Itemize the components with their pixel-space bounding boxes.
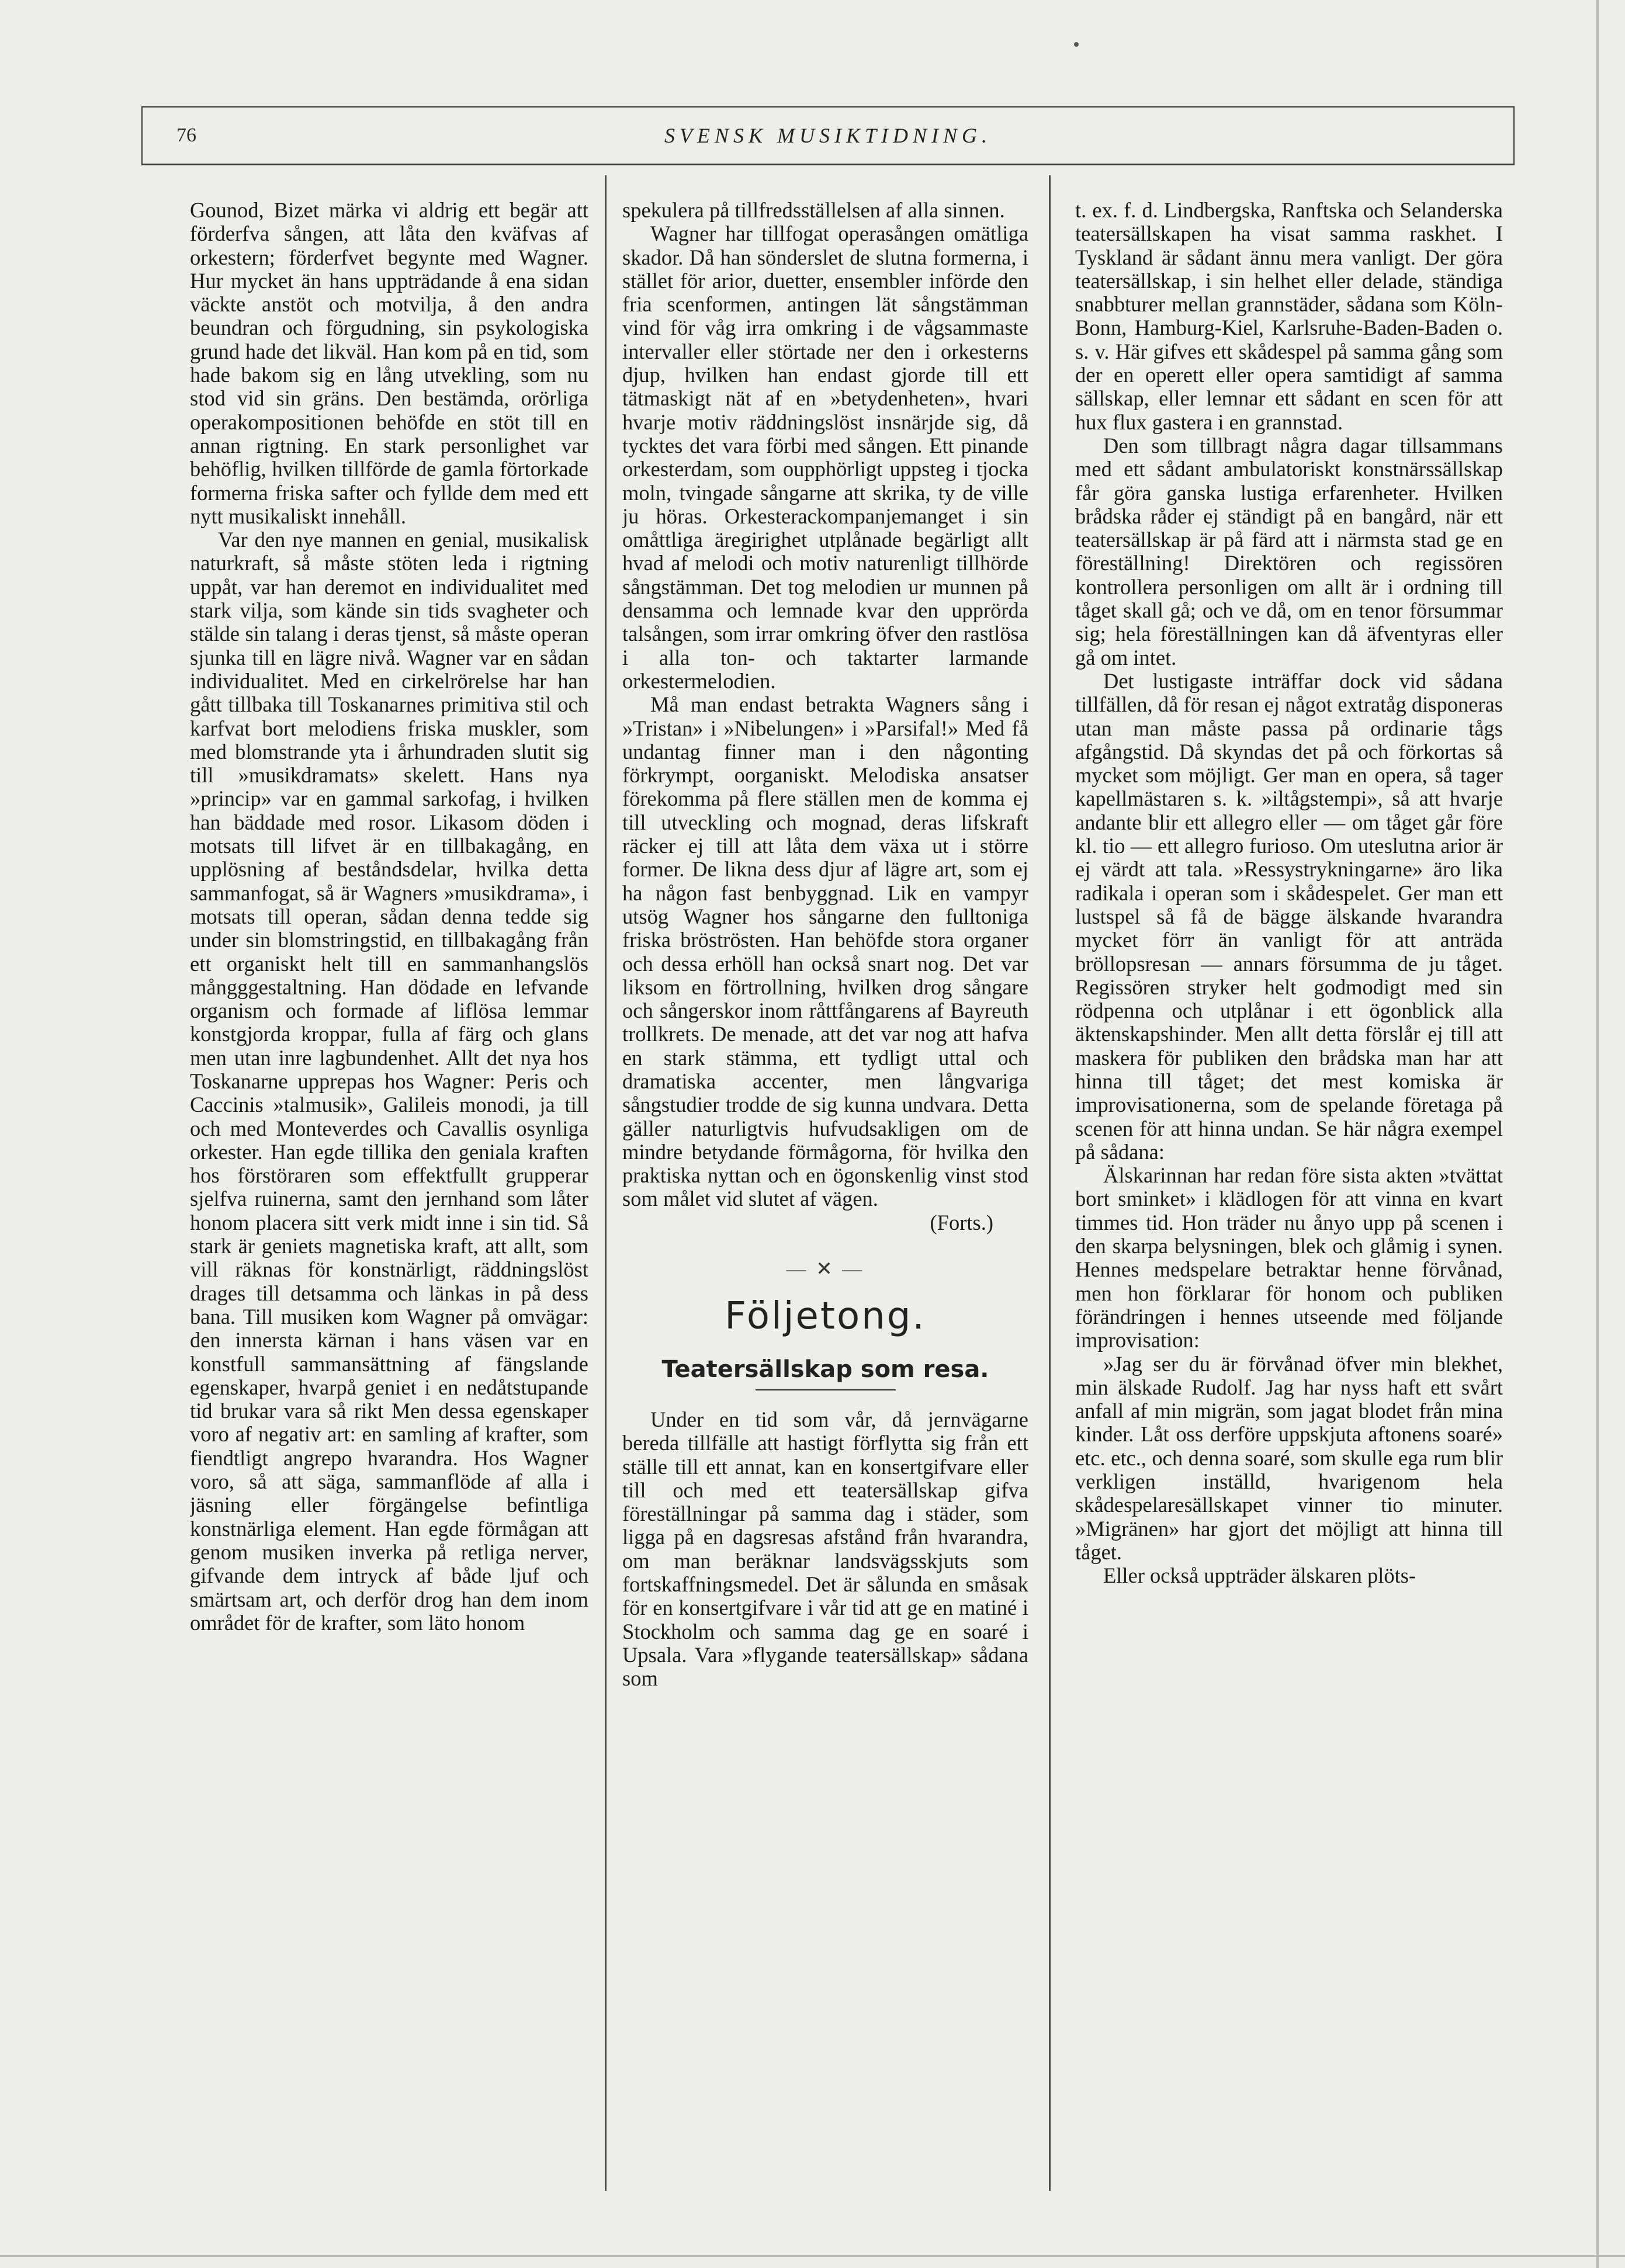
bottom-page-edge bbox=[0, 2255, 1625, 2257]
paragraph: Eller också uppträder älskaren plöts- bbox=[1103, 1563, 1416, 1588]
page-number: 76 bbox=[176, 124, 196, 146]
paragraph: Den som tillbragt några dagar tillsammans med ett sådant ambulatoriskt konstnärssällskap får göra ganska lustiga erfarenheter. Hvilken brådska råder ej ständigt på en bangård, när ett teatersällskap är på färd att i närmsta stad ge en föreställning! Direktören och regissören kontrollera personligen om allt är i ordning till tåget skall gå; och ve då, om en tenor försummar sig; hela föreställningen kan då äfventyras eller gå om intet. bbox=[1075, 433, 1503, 670]
column-3 bbox=[1075, 199, 1503, 2208]
paragraph: Var den nye mannen en genial, musikalisk naturkraft, så måste stöten leda i rigtning uppåt, var han deremot en individualitet med stark vilja, som kände sin tids svagheter och stälde sin talang i deras tjenst, så måste operan sjunka till en lägre nivå. Wagner var en sådan individualitet. Med en cirkelrörelse har han gått tillbaka till Toskanarnes primitiva stil och karfvat bort melodiens friska muskler, som med blomstrande yta i århundraden slutit sig till »musikdramats» skelett. Hans nya »princip» var en gammal sarkofag, i hvilken han bäddade med rosor. Likasom döden i motsats till lifvet är en tillbakagång, en upplösning af beståndsdelar, hvilka detta sammanfogat, så är Wagners »musikdrama», i motsats till operan, sådan denna tedde sig under sin blomstringstid, en tillbakagång från ett organiskt helt till en sammanhangslös mångggestaltning. Han dödade en lefvande organism och formade af liflösa lemmar konstgjorda kroppar, fulla af färg och glans men utan inre lagbundenhet. Allt det nya hos Toskanarne upprepas hos Wagner: Peris och Caccinis »talmusik», Galileis monodi, ja till och med Monteverdes och Cavallis osynliga orkester. Han egde tillika den geniala kraften hos förstöraren som effektfullt grupperar sjelfva ruinerna, samt den jernhand som låter honom placera sitt verk midt inne i sin tid. Så stark är geniets magnetiska kraft, att allt, som vill räknas för konstnärligt, räddningslöst drages till detsamma och länkas in på dess bana. Till musiken kom Wagner på omvägar: den innersta kärnan i hans väsen var en konstfull sammansättning af fängslande egenskaper, hvarpå geniet i en nedåtstupande tid brukar vara så rikt Men dessa egenskaper voro af negativ art: en samling af krafter, som fiendtligt angrepo hvarandra. Hos Wagner voro, så att säga, sammanflöde af alla i jäsning eller förgängelse befintliga konstnärliga element. Han egde förmågan att genom musiken inverka på retliga nerver, gifvande dem intryck af både ljuf och smärtsam art, och derför drog han dem inom området för de krafter, som läto honom bbox=[190, 528, 588, 1635]
paragraph: Må man endast betrakta Wagners sång i »Tristan» i »Nibelungen» i »Parsifal!» Med få undantag finner man i den någonting förkrympt, oorganiskt. Melodiska ansatser förekomma på flere ställen men de komma ej till utveckling och mognad, deras lifskraft räcker ej till att låta dem växa ut i större former. De likna dess djur af lägre art, som ej ha någon fast benbyggnad. Lik en vampyr utsög Wagner hos sångarne den fulltoniga friska bröströsten. Han behöfde stora organer och dessa erhöll han också snart nog. Det var liksom en förtrollning, hvilken drog sångare och sångerskor inom råttfångarens af Bayreuth trollkrets. De menade, att det var nog att hafva en stark stämma, ett tydligt uttal och dramatiska accenter, men långvariga sångstudier trodde de sig kunna undvara. Detta gäller naturligtvis hufvudsakligen om de mindre betydande förmågorna, för hvilka den praktiska nyttan och en ögonskenlig vinst stod som målet vid slutet af vägen. bbox=[622, 692, 1028, 1211]
story-title-rule bbox=[756, 1389, 896, 1390]
paragraph: Gounod, Bizet märka vi aldrig ett begär att förderfva sången, att låta den kväfvas af orkestern; förderfvet begynte med Wagner. Hur mycket än hans uppträdande å ena sidan väckte anstöt och motvilja, å den andra beundran och förgudning, sin psykologiska grund hade det likväl. Han kom på en tid, som hade bakom sig en lång utvekling, som nu stod vid sin gräns. Den bestämda, orörliga operakompositionen behöfde en stöt till en annan rigtning. En stark personlighet var behöflig, hvilken tillförde de gamla förtorkade formerna friska safter och fyllde dem med ett nytt musikaliskt innehåll. bbox=[190, 199, 588, 528]
paragraph: Det lustigaste inträffar dock vid sådana tillfällen, då för resan ej något extratåg disponeras utan man måste passa på ordinarie tågs afgångstid. Då skyndas det på och förkortas så mycket som möjligt. Ger man en opera, så tager kapellmästaren s. k. »iltågstempi», så att hvarje andante blir ett allegro eller — om tåget går före kl. tio — ett allegro furioso. Om uteslutna arior är ej värdt att tala. »Ressystrykningarne» äro lika radikala i operan som i skådespelet. Ger man ett lustspel så få de bägge älskande hvarandra mycket förr än vanligt för att anträda bröllopsresan — annars försumma de ju tåget. Regissören stryker helt godmodigt med sin rödpenna och utplånar i ett ögonblick alla äktenskapshinder. Men allt detta förslår ej till att maskera för publiken den brådska man har att hinna till tåget; det mest komiska är improvisationerna, som de spelande företaga på scenen för att hinna undan. Se här några exempel på sådana: bbox=[1075, 668, 1503, 1164]
column-separator-1 bbox=[605, 175, 607, 2191]
header-right-rule bbox=[1513, 106, 1515, 165]
right-page-edge bbox=[1596, 0, 1599, 2268]
story-title: Teatersällskap som resa. bbox=[661, 1355, 989, 1383]
continued-note: (Forts.) bbox=[930, 1210, 993, 1234]
print-speck bbox=[1074, 42, 1079, 47]
paragraph: t. ex. f. d. Lindbergska, Ranftska och Selanderska teatersällskapen ha visat samma raskhet. I Tyskland är sådant ännu mera vanligt. Der göra teatersällskap, i sin helhet eller delade, ständiga snabbturer mellan grannstäder, sådana som Köln-Bonn, Hamburg-Kiel, Karlsruhe-Baden-Baden o. s. v. Här gifves ett skådespel på samma gång som der en operett eller opera samtidigt af samma sällskap, eller lemnar ett sådant en scen för att hux flux gastera i en grannstad. bbox=[1075, 199, 1503, 434]
feuilleton-heading: Följetong. bbox=[725, 1295, 926, 1338]
journal-title: SVENSK MUSIKTIDNING. bbox=[664, 124, 992, 147]
paragraph: Under en tid som vår, då jernvägarne bereda tillfälle att hastigt förflytta sig från ett ställe till ett annat, kan en konsertgifvare eller till och med ett teatersällskap gifva föreställningar på samma dag i städer, som ligga på en dagsresas afstånd från hvarandra, om man beräknar landsvägsskjuts som fortskaffningsmedel. Det är sålunda en småsak för en konsertgifvare i vår tid att ge en matiné i Stockholm och samma dag ge en soaré i Upsala. Vara »flygande teatersällskap» sådana som bbox=[622, 1407, 1028, 1691]
column-1 bbox=[190, 199, 588, 2208]
paragraph: Wagner har tillfogat operasången omätliga skador. Då han sönderslet de slutna formerna, i stället för arior, duetter, ensembler införde den fria scenformen, antingen lät sångstämman vind för våg irra omkring i de vågsammaste intervaller eller störtade ner den i orkesterns djup, hvilken han endast gjorde till ett tätmaskigt nät af en »betydenheten», hvari hvarje motiv räddningslöst insnärjde sig, då tycktes det vara förbi med sången. Ett pinande orkesterdam, som oupphörligt uppsteg i tjocka moln, tvingade sångarne att skrika, ty de ville ju höras. Orkesterackompanjemanget i sin omåttliga äregirighet utplånade begärligt allt hvad af melodi och motiv naturenligt tillhörde sångstämman. Det tog melodien ur munnen på densamma och lemnade kvar den upprörda talsången, som irrar omkring öfver den rastlösa i alla ton- och taktarter larmande orkestermelodien. bbox=[622, 221, 1028, 693]
section-ornament: — ✕ — bbox=[786, 1258, 865, 1281]
running-header bbox=[141, 120, 1515, 161]
column-separator-2 bbox=[1049, 175, 1051, 2191]
paragraph: Älskarinnan har redan före sista akten »tvättat bort sminket» i klädlogen för att vinna en kvart timmes tid. Hon träder nu ånyo upp på scenen i den skarpa belysningen, blek och glåmig i synen. Hennes medspelare betraktar henne förvånad, men hon förklarar för honom och publiken förändringen i hennes utseende med följande improvisation: bbox=[1075, 1163, 1503, 1353]
paragraph: spekulera på tillfredsställelsen af alla sinnen. bbox=[622, 199, 1005, 222]
paragraph: »Jag ser du är förvånad öfver min blekhet, min älskade Rudolf. Jag har nyss haft ett svårt anfall af min migrän, som jagat blodet från mina kinder. Låt oss derföre uppskjuta aftonens soaré» etc. etc., och denna soaré, som skulle ega rum blir verkligen inställd, hvarigenom hela skådespelaresällskapet vinner tio minuter. »Migränen» har gjort det möjligt att hinna till tåget. bbox=[1075, 1351, 1503, 1564]
header-bottom-rule bbox=[141, 164, 1515, 165]
header-top-rule bbox=[141, 106, 1515, 107]
column-2 bbox=[622, 199, 1028, 2208]
header-left-rule bbox=[141, 106, 143, 165]
